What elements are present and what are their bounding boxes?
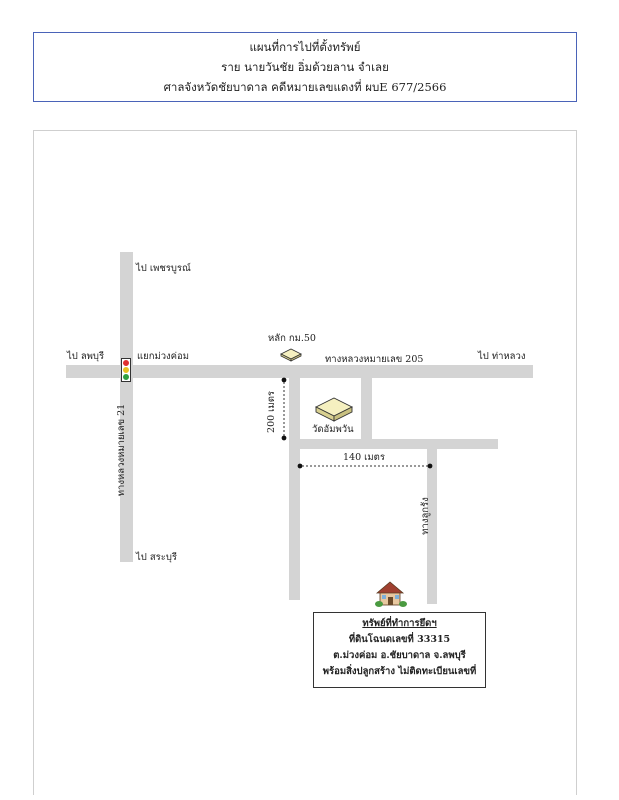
label-to-saraburi: ไป สระบุรี xyxy=(136,552,177,563)
label-to-tha-luang: ไป ท่าหลวง xyxy=(478,351,526,362)
label-to-lopburi: ไป ลพบุรี xyxy=(67,351,105,362)
label-distance-140: 140 เมตร xyxy=(343,452,385,463)
distance-200-line xyxy=(280,376,288,442)
title-line-2: ราย นายวันชัย อิ่มด้วยลาน จำเลย xyxy=(221,60,389,74)
label-dirt-road: ทางลูกรัง xyxy=(420,497,431,535)
property-deed: ที่ดินโฉนดเลขที่ 33315 xyxy=(348,634,451,645)
property-title: ทรัพย์ที่ทำการยึดฯ xyxy=(362,618,437,629)
property-note: พร้อมสิ่งปลูกสร้าง ไม่ติดทะเบียนเลขที่ xyxy=(322,666,477,677)
km-marker-icon xyxy=(279,346,303,362)
temple-icon xyxy=(313,395,355,423)
traffic-light-icon xyxy=(121,358,131,382)
cross-road xyxy=(289,439,498,449)
label-temple: วัดอัมพวัน xyxy=(312,424,354,435)
title-line-1: แผนที่การไปที่ตั้งทรัพย์ xyxy=(249,40,361,54)
label-highway-205: ทางหลวงหมายเลข 205 xyxy=(325,354,424,365)
title-line-3: ศาลจังหวัดชัยบาดาล คดีหมายเลขแดงที่ ผบE 677/2566 xyxy=(163,80,447,94)
property-location: ต.ม่วงค่อม อ.ชัยบาดาล จ.ลพบุรี xyxy=(333,650,466,661)
label-highway-21: ทางหลวงหมายเลข 21 xyxy=(116,403,127,497)
label-distance-200: 200 เมตร xyxy=(266,391,277,433)
label-km-marker: หลัก กม.50 xyxy=(268,333,316,344)
soi-right-road xyxy=(361,378,372,440)
house-icon xyxy=(374,578,408,608)
label-to-phetchabun: ไป เพชรบูรณ์ xyxy=(136,263,191,274)
highway-205-road xyxy=(66,365,533,378)
soi-left-road xyxy=(289,378,300,600)
property-info-box xyxy=(313,612,486,688)
label-intersection: แยกม่วงค่อม xyxy=(137,351,189,362)
map-title-box xyxy=(33,32,577,102)
